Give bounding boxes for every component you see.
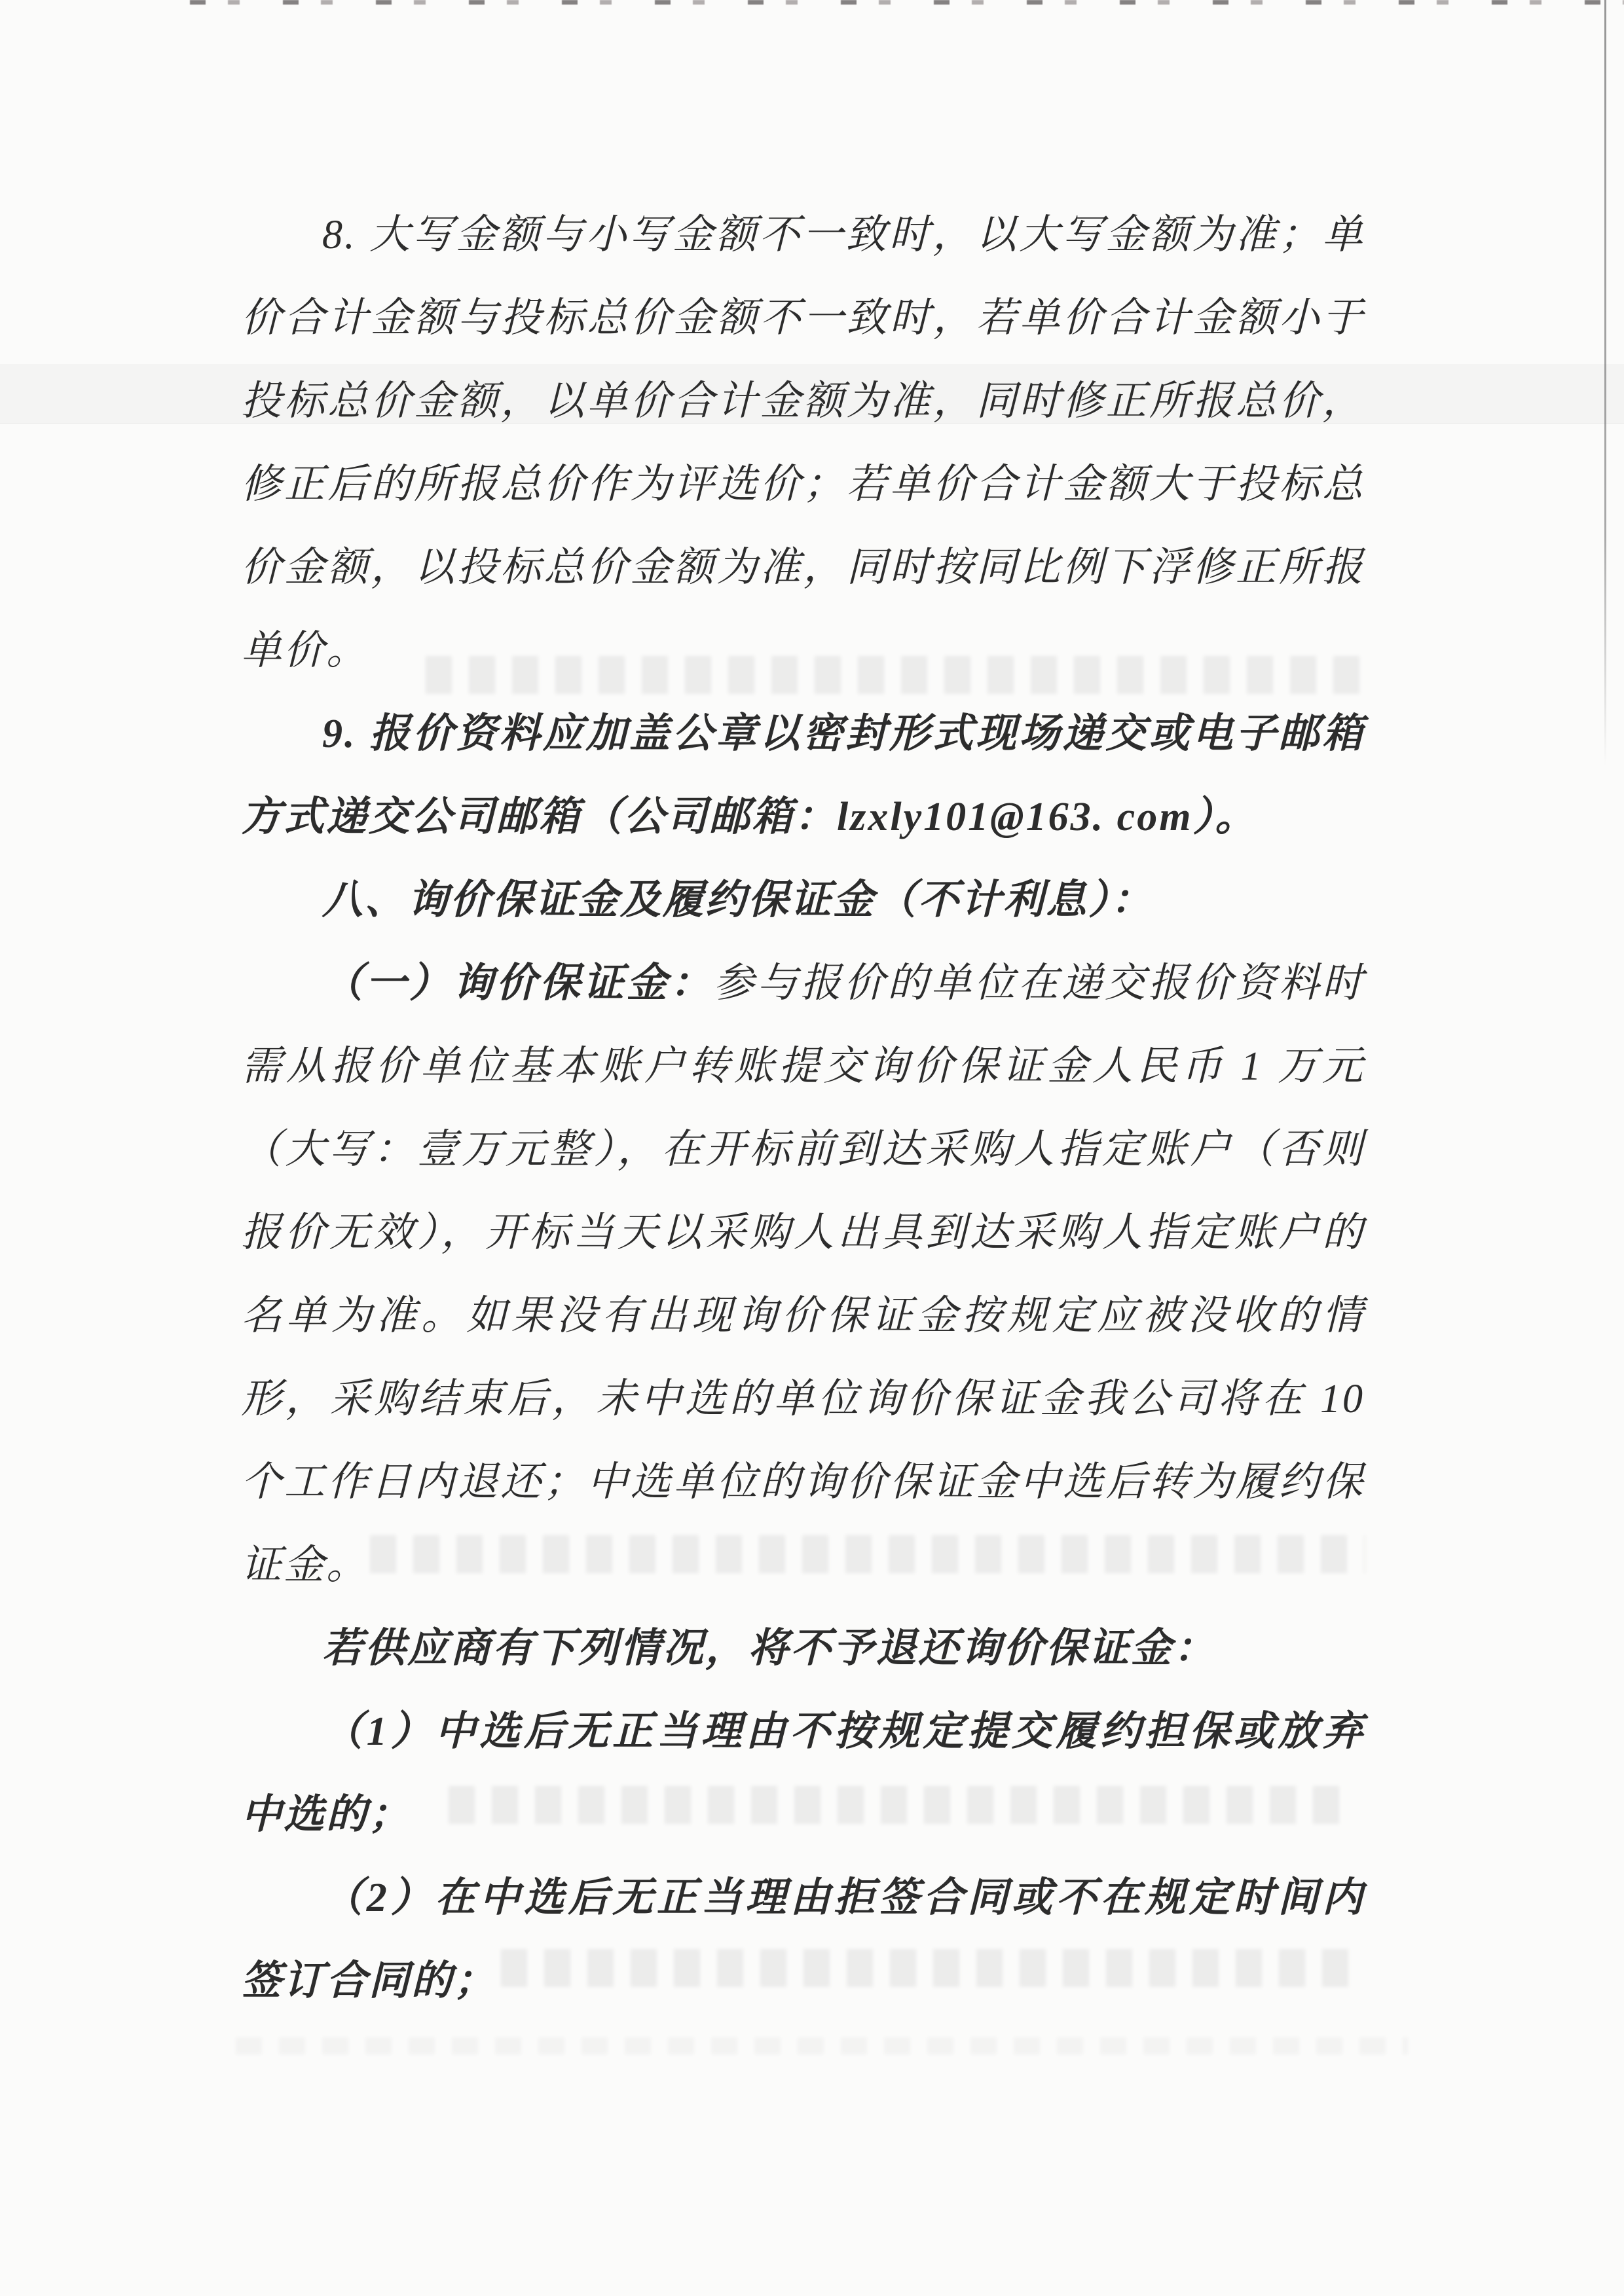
top-edge-scan-artifact [190, 0, 1624, 5]
paragraph-inquiry-deposit [241, 942, 1365, 1607]
inquiry-deposit-body: 参与报价的单位在递交报价资料时需从报价单位基本账户转账提交询价保证金人民币 1 万元（大写：壹万元整），在开标前到达采购人指定账户（否则报价无效），开标当天以采购人出具到达采购人指定账户的名单为准。如果没有出现询价保证金按规定应被没收的情形，采购结束后，未中选的单位询价保证金我公司将在 10 个工作日内退还；中选单位的询价保证金中选后转为履约保证金。 [241, 961, 1365, 1588]
forfeit-conditions-intro: 若供应商有下列情况，将不予退还询价保证金： [322, 1626, 1217, 1671]
forfeit-condition-item-2: （2）在中选后无正当理由拒签合同或不在规定时间内签订合同的； [241, 1876, 1365, 2003]
inquiry-deposit-label: （一）询价保证金： [322, 961, 714, 1006]
forfeit-condition-item-1: （1）中选后无正当理由不按规定提交履约担保或放弃中选的； [241, 1709, 1365, 1837]
paragraph-8-amount-discrepancy-rule: 8. 大写金额与小写金额不一致时，以大写金额为准；单价合计金额与投标总价金额不一致时，若单价合计金额小于投标总价金额，以单价合计金额为准，同时修正所报总价，修正后的所报总价作为评选价；若单价合计金额大于投标总价金额，以投标总价金额为准，同时按同比例下浮修正所报单价。 [241, 213, 1365, 673]
document-text-block [241, 194, 1365, 2023]
bleed-through-ghost-text [236, 2037, 1408, 2054]
paragraph-9-submission-method: 9. 报价资料应加盖公章以密封形式现场递交或电子邮箱方式递交公司邮箱（公司邮箱：lzxly101@163. com）。 [241, 712, 1365, 839]
section-heading-8-deposit: 八、询价保证金及履约保证金（不计利息）： [322, 878, 1154, 922]
